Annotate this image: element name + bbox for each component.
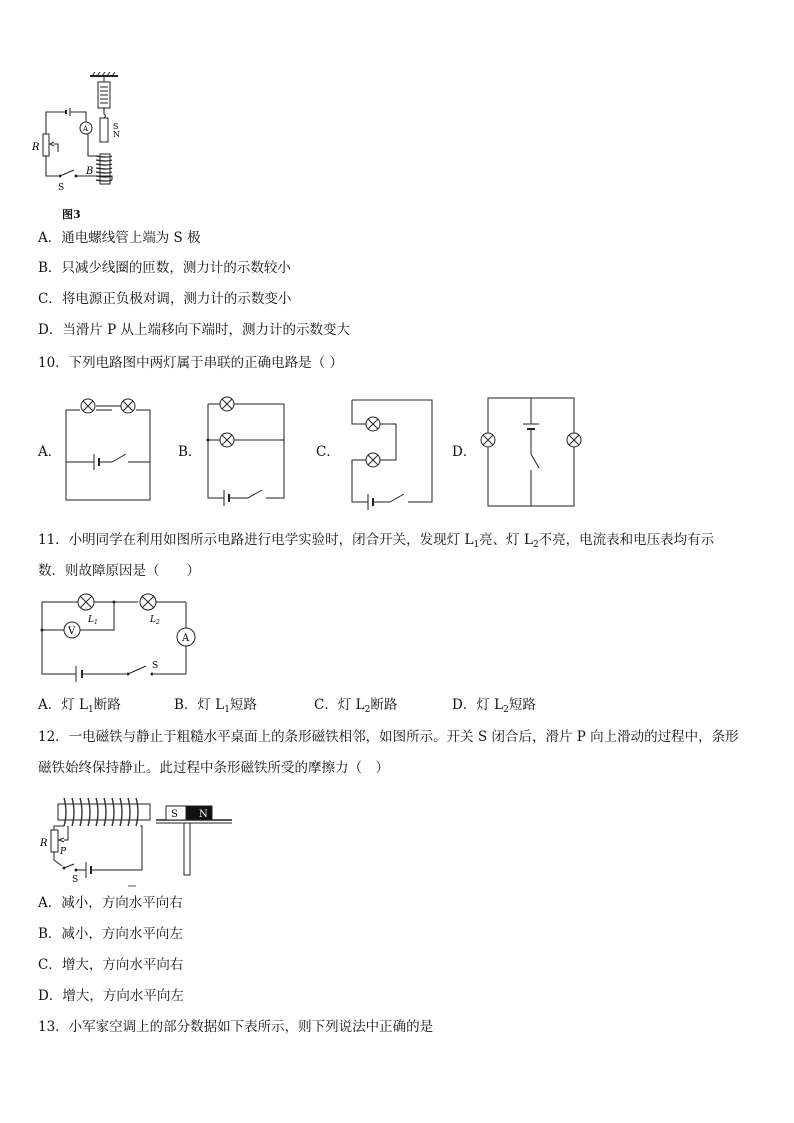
q9-option-c: C．将电源正负极对调，测力计的示数变小 [38, 291, 292, 307]
q10-label-c: C． [316, 444, 340, 460]
q11-option-c: C．灯 $L_2$断路 [314, 697, 398, 715]
lamp-icon [78, 594, 94, 610]
q13-stem: 13．小军家空调上的部分数据如下表所示，则下列说法中正确的是 [38, 1019, 434, 1035]
rheostat-r-label: R [32, 142, 40, 153]
q9-option-b: B．只减少线圈的匝数，测力计的示数较小 [38, 260, 291, 276]
q11-stem-line2: 数．则故障原因是（ ） [38, 563, 200, 579]
lamp-icon [140, 594, 156, 610]
q12-option-c: C．增大，方向水平向右 [38, 957, 184, 973]
figure-3-circuit [30, 72, 140, 222]
q12-option-b: B．减小，方向水平向左 [38, 926, 183, 942]
switch-s-label: S [72, 875, 79, 885]
q11-stem-line1: 11．小明同学在利用如图所示电路进行电学实验时，闭合开关，发现灯 $L_1$亮、灯 $L_2$不亮，电流表和电压表均有示 [38, 532, 715, 550]
q12-electromagnet-figure [38, 794, 238, 890]
q10-label-b: B． [178, 444, 202, 460]
q12-stem-line1: 12．一电磁铁与静止于粗糙水平桌面上的条形磁铁相邻，如图所示。开关 S 闭合后，滑片 P 向上滑动的过程中，条形 [38, 729, 739, 745]
slider-p-label: P [60, 847, 67, 857]
solenoid-b-label: B [86, 166, 94, 177]
switch-s-label: S [58, 183, 65, 193]
q10-stem: 10．下列电路图中两灯属于串联的正确电路是（ ） [38, 355, 343, 371]
lamp-icon [121, 399, 135, 413]
q10-label-a: A． [38, 444, 62, 460]
q10-label-d: D． [452, 444, 477, 460]
q11-circuit [36, 588, 206, 684]
ammeter-label: A [182, 633, 190, 644]
q12-stem-line2: 磁铁始终保持静止。此过程中条形磁铁所受的摩擦力（ ） [38, 760, 389, 776]
switch-s-label: S [152, 661, 159, 671]
ammeter-label: A [83, 125, 89, 133]
lamp-icon [220, 397, 234, 411]
lamp-icon [366, 417, 380, 431]
magnet-s-pole-label: S [171, 809, 178, 820]
q11-option-a: A．灯 $L_1$断路 [38, 697, 121, 715]
lamp-icon [481, 433, 495, 447]
lamp-icon [220, 433, 234, 447]
q10-circuit-b [200, 394, 292, 506]
q11-l1-label: $L_1$ [88, 615, 98, 626]
lamp-icon [81, 399, 95, 413]
rheostat-r-label: R [40, 838, 48, 849]
magnet-n-pole-label: N [113, 130, 120, 139]
q10-circuit-c [340, 394, 436, 514]
q10-circuit-a [60, 396, 156, 506]
q10-circuit-d [478, 394, 584, 510]
q9-option-a: A．通电螺线管上端为 S 极 [38, 230, 201, 246]
lamp-icon [366, 453, 380, 467]
q12-option-d: D．增大，方向水平向左 [38, 988, 184, 1004]
figure-3-caption: 图3 [62, 208, 81, 221]
q9-option-d: D．当滑片 P 从上端移向下端时，测力计的示数变大 [38, 322, 350, 338]
magnet-n-pole-label: N [199, 809, 208, 820]
voltmeter-label: V [68, 626, 76, 637]
q12-option-a: A．减小，方向水平向右 [38, 895, 183, 911]
q11-option-d: D．灯 $L_2$短路 [452, 697, 536, 715]
q11-l2-label: $L_2$ [150, 615, 160, 626]
q11-option-b: B．灯 $L_1$短路 [174, 697, 257, 715]
lamp-icon [567, 433, 581, 447]
magnet-s-pole-label: S [113, 122, 119, 131]
